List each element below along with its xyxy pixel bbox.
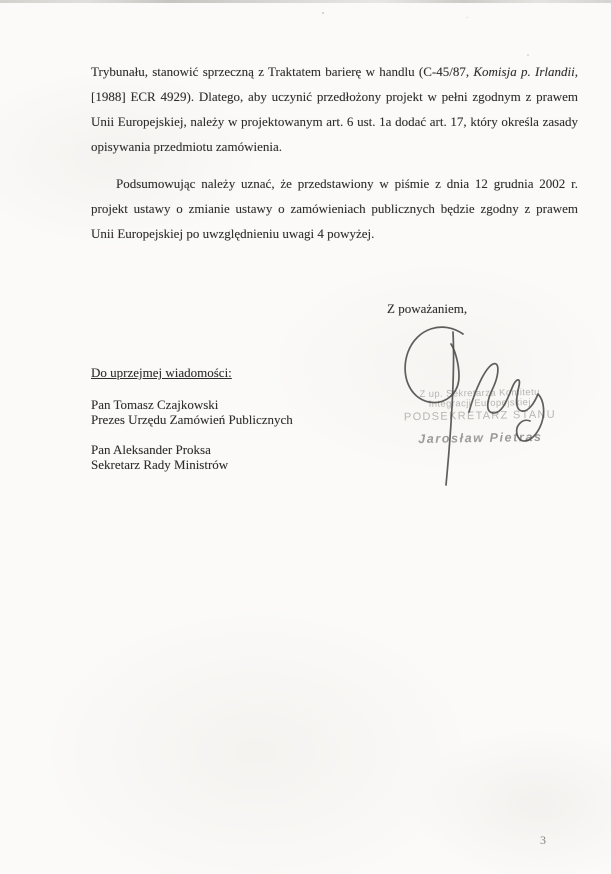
recipient-entry: [91, 397, 293, 427]
stamp-line: Integracji Europejskiej: [428, 397, 531, 410]
recipient-name: Pan Aleksander Proksa: [91, 442, 211, 457]
scan-speck: [322, 12, 324, 14]
paragraph-2: [91, 171, 578, 246]
scan-speck: [466, 17, 468, 18]
text-segment: Trybunału, stanowić sprzeczną z Traktatem barierę w handlu (C-45/87,: [91, 64, 474, 79]
text-line: [1988] ECR 4929). Dlatego, aby uczynić przedłożony projekt w pełni zgodnym z prawem: [91, 89, 578, 104]
recipient-title: Sekretarz Rady Ministrów: [91, 457, 229, 472]
scan-speck: [527, 54, 529, 56]
signer-name: Jarosław Pietras: [418, 429, 543, 447]
stamp-line: Z up. Sekretarza Komitetu: [419, 386, 540, 401]
text-line: opisywania przedmiotu zamówienia.: [91, 139, 282, 154]
paragraph-1: [91, 59, 578, 159]
text-line: projekt ustawy o zmianie ustawy o zamówieniach publicznych będzie zgodny z prawem: [91, 201, 578, 216]
text-line: Unii Europejskiej, należy w projektowanym art. 6 ust. 1a dodać art. 17, który określa zasady: [91, 114, 578, 129]
page-number: 3: [540, 833, 546, 847]
signature-ink: [393, 320, 563, 492]
text-line: Unii Europejskiej po uwzględnieniu uwagi 4 powyżej.: [91, 226, 375, 241]
recipients-block: [91, 365, 293, 487]
text-line: Podsumowując należy uznać, że przedstawiony w piśmie z dnia 12 grudnia 2002 r.: [116, 176, 578, 191]
recipient-name: Pan Tomasz Czajkowski: [91, 397, 219, 412]
case-citation-italic: Komisja p. Irlandii,: [473, 64, 578, 79]
stamp-title-line: PODSEKRETARZ STANU: [403, 408, 557, 424]
text-line: [91, 59, 578, 84]
recipients-heading: Do uprzejmej wiadomości:: [91, 365, 232, 380]
closing-salutation: Z poważaniem,: [387, 301, 468, 316]
recipient-entry: [91, 442, 293, 472]
scan-edge-artifact: [0, 0, 611, 3]
recipient-title: Prezes Urzędu Zamówień Publicznych: [91, 412, 293, 427]
